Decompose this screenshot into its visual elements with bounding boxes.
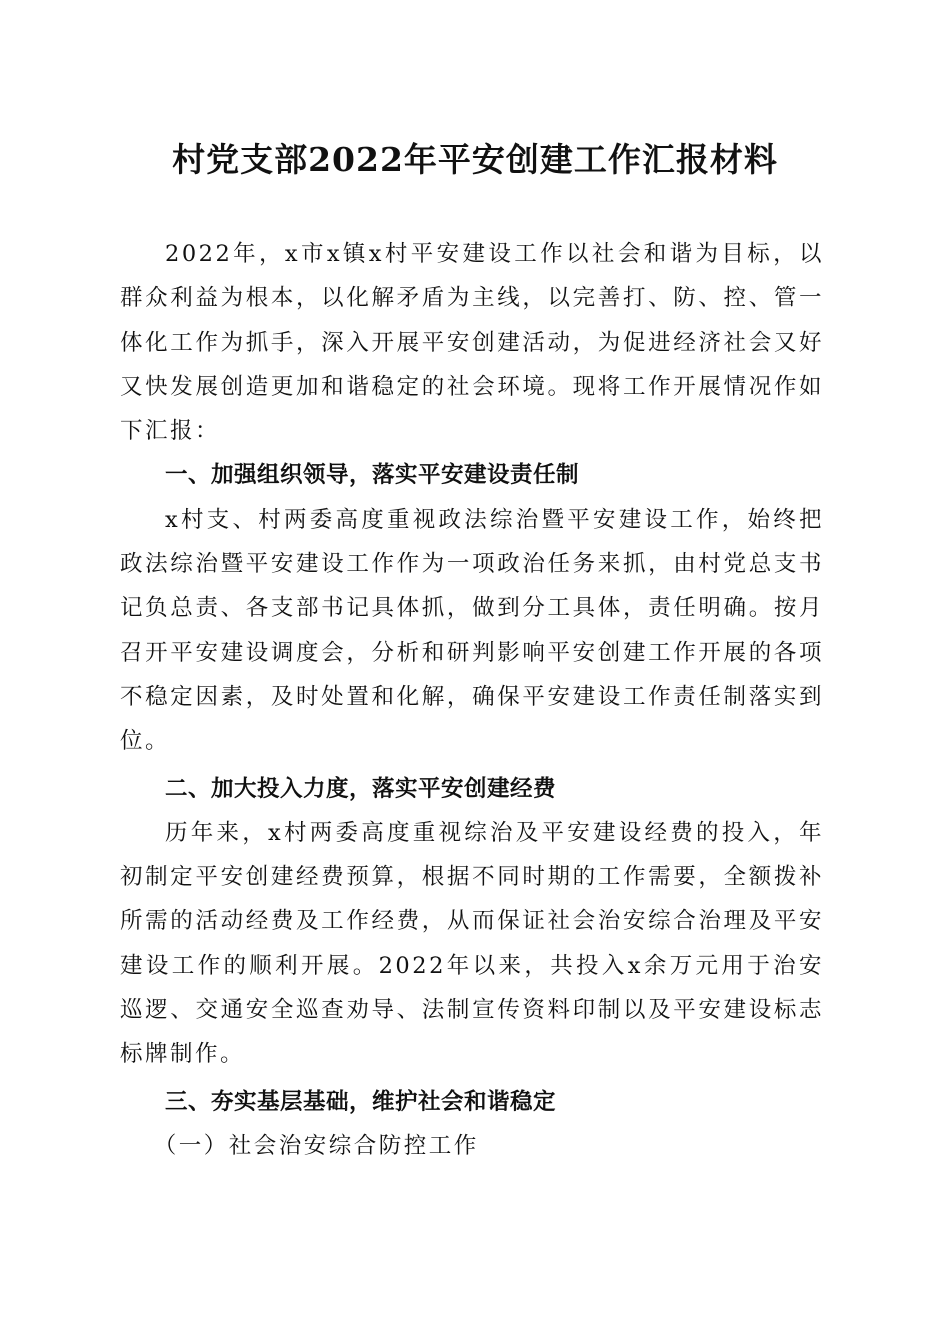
document-body [120, 232, 824, 1168]
document-title: 村党支部2022年平安创建工作汇报材料 [172, 140, 778, 179]
section-2-heading: 二、加大投入力度，落实平安创建经费 [165, 775, 557, 802]
section-3-subheading: （一）社会治安综合防控工作 [153, 1132, 479, 1159]
intro-paragraph: 2022年，x市x镇x村平安建设工作以社会和谐为目标，以群众利益为根本，以化解矛盾为主线，以完善打、防、控、管一体化工作为抓手，深入开展平安创建活动，为促进经济社会又好又快发展创造更加和谐稳定的社会环境。现将工作开展情况作如下汇报： [120, 241, 824, 445]
section-2-paragraph: 历年来，x村两委高度重视综治及平安建设经费的投入，年初制定平安创建经费预算，根据不同时期的工作需要，全额拨补所需的活动经费及工作经费，从而保证社会治安综合治理及平安建设工作的顺利开展。2022年以来，共投入x余万元用于治安巡逻、交通安全巡查劝导、法制宣传资料印制以及平安建设标志标牌制作。 [120, 819, 824, 1068]
section-1-heading: 一、加强组织领导，落实平安建设责任制 [165, 462, 580, 489]
section-1-paragraph: x村支、村两委高度重视政法综治暨平安建设工作，始终把政法综治暨平安建设工作作为一项政治任务来抓，由村党总支书记负总责、各支部书记具体抓，做到分工具体，责任明确。按月召开平安建设调度会，分析和研判影响平安创建工作开展的各项不稳定因素，及时处置和化解，确保平安建设工作责任制落实到位。 [120, 506, 824, 755]
section-3-heading: 三、夯实基层基础，维护社会和谐稳定 [165, 1088, 557, 1115]
